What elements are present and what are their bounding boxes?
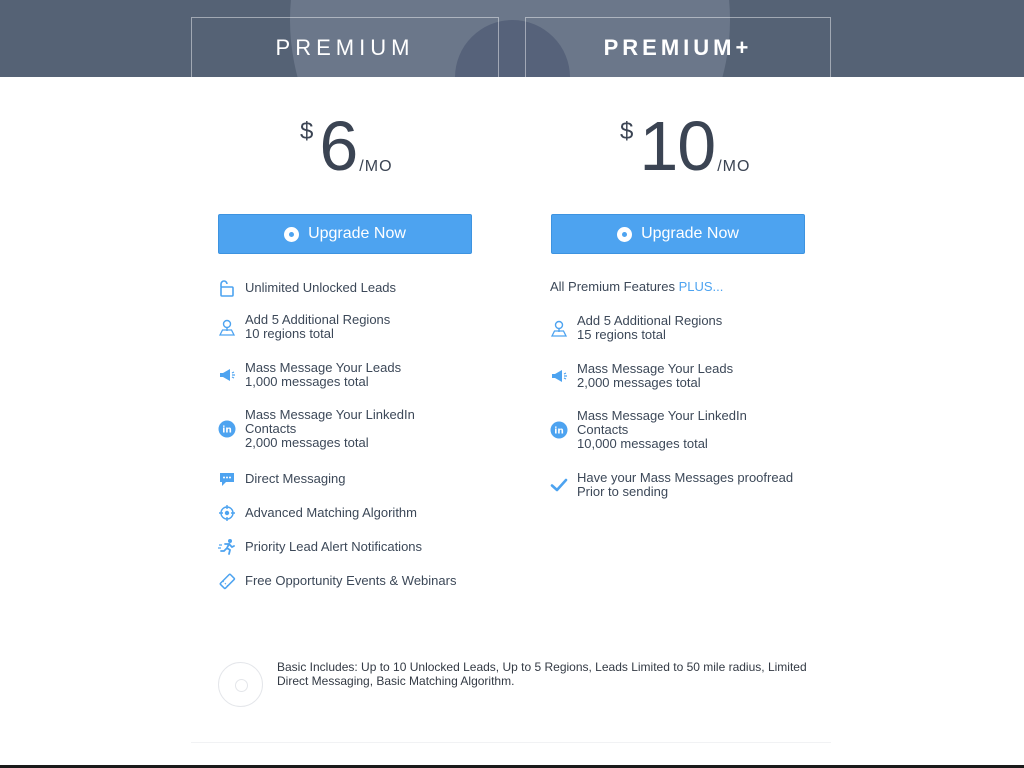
- feature-line: Contacts: [245, 421, 297, 436]
- megaphone-icon: [550, 367, 568, 385]
- checkmark-icon: [550, 476, 568, 494]
- record-dot-icon: [284, 227, 299, 242]
- premium-price: [300, 107, 393, 190]
- feature-text: [577, 471, 793, 499]
- feature-text: [577, 362, 733, 390]
- feature-item: [550, 409, 830, 451]
- unlock-icon: [218, 279, 236, 297]
- feature-line: Mass Message Your LinkedIn: [245, 407, 415, 422]
- tab-premium-plus[interactable]: PREMIUM+: [525, 17, 831, 77]
- svg-text:in: in: [554, 426, 564, 437]
- feature-item: [218, 538, 498, 556]
- feature-text: [245, 361, 401, 389]
- feature-text: [577, 409, 747, 451]
- premium-plus-intro: [550, 279, 723, 294]
- price-period: /MO: [359, 158, 393, 175]
- chat-bubble-icon: [218, 470, 236, 488]
- feature-text: [245, 506, 417, 520]
- basic-plan-icon: [218, 662, 263, 707]
- linkedin-icon: [550, 421, 568, 439]
- feature-line: Mass Message Your Leads: [245, 360, 402, 375]
- feature-item: [218, 279, 498, 297]
- premium-upgrade-button[interactable]: [218, 214, 472, 254]
- feature-item: [550, 471, 830, 499]
- feature-text: [577, 314, 722, 342]
- record-dot-icon: [617, 227, 632, 242]
- feature-item: [550, 314, 830, 342]
- feature-line: Add 5 Additional Regions: [245, 312, 391, 327]
- basic-plan-note: [218, 660, 818, 710]
- map-pin-icon: [550, 319, 568, 337]
- runner-icon: [218, 538, 236, 556]
- feature-line: 2,000 messages total: [245, 435, 369, 450]
- feature-text: [245, 313, 390, 341]
- feature-item: [550, 362, 830, 390]
- feature-line: 10 regions total: [245, 326, 334, 341]
- feature-line: 1,000 messages total: [245, 374, 369, 389]
- feature-line: Contacts: [577, 422, 629, 437]
- target-icon: [218, 504, 236, 522]
- feature-line: Mass Message Your Leads: [577, 361, 734, 376]
- feature-text: [245, 574, 456, 588]
- feature-line: 10,000 messages total: [577, 436, 708, 451]
- feature-line: Add 5 Additional Regions: [577, 313, 723, 328]
- plan-header-band: [0, 0, 1024, 77]
- feature-line: Mass Message Your LinkedIn: [577, 408, 747, 423]
- feature-item: [218, 504, 498, 522]
- ticket-icon: [218, 572, 236, 590]
- feature-text: [245, 408, 415, 450]
- premium-plus-upgrade-button[interactable]: [551, 214, 805, 254]
- feature-item: [218, 361, 498, 389]
- map-pin-icon: [218, 318, 236, 336]
- intro-text: All Premium Features: [550, 279, 679, 294]
- price-amount: 10: [639, 107, 716, 185]
- currency-symbol: $: [620, 118, 634, 145]
- feature-line: Direct Messaging: [245, 471, 346, 486]
- currency-symbol: $: [300, 118, 314, 145]
- feature-line: Prior to sending: [577, 484, 669, 499]
- divider: [191, 742, 831, 743]
- intro-highlight[interactable]: PLUS...: [678, 279, 724, 294]
- feature-item: [218, 572, 498, 590]
- feature-line: 2,000 messages total: [577, 375, 701, 390]
- basic-plan-text: Basic Includes: Up to 10 Unlocked Leads, Up to 5 Regions, Leads Limited to 50 mile radius, Limited Direct Messaging, Basic Matching Algorithm.: [277, 660, 807, 688]
- feature-line: Have your Mass Messages proofread: [577, 470, 794, 485]
- price-amount: 6: [319, 107, 358, 185]
- upgrade-button-label: Upgrade Now: [641, 225, 739, 242]
- feature-text: [245, 540, 422, 554]
- feature-line: Priority Lead Alert Notifications: [245, 539, 423, 554]
- feature-item: [218, 408, 498, 450]
- linkedin-icon: [218, 420, 236, 438]
- tab-premium[interactable]: PREMIUM: [191, 17, 499, 77]
- premium-plus-price: [620, 107, 751, 190]
- feature-line: Advanced Matching Algorithm: [245, 505, 417, 520]
- feature-item: [218, 470, 498, 488]
- feature-line: 15 regions total: [577, 327, 666, 342]
- feature-line: Unlimited Unlocked Leads: [245, 280, 397, 295]
- feature-text: [245, 472, 345, 486]
- feature-text: [245, 281, 396, 295]
- price-period: /MO: [717, 158, 751, 175]
- upgrade-button-label: Upgrade Now: [308, 225, 406, 242]
- svg-text:in: in: [222, 425, 232, 436]
- feature-line: Free Opportunity Events & Webinars: [245, 573, 457, 588]
- feature-item: [218, 313, 498, 341]
- megaphone-icon: [218, 366, 236, 384]
